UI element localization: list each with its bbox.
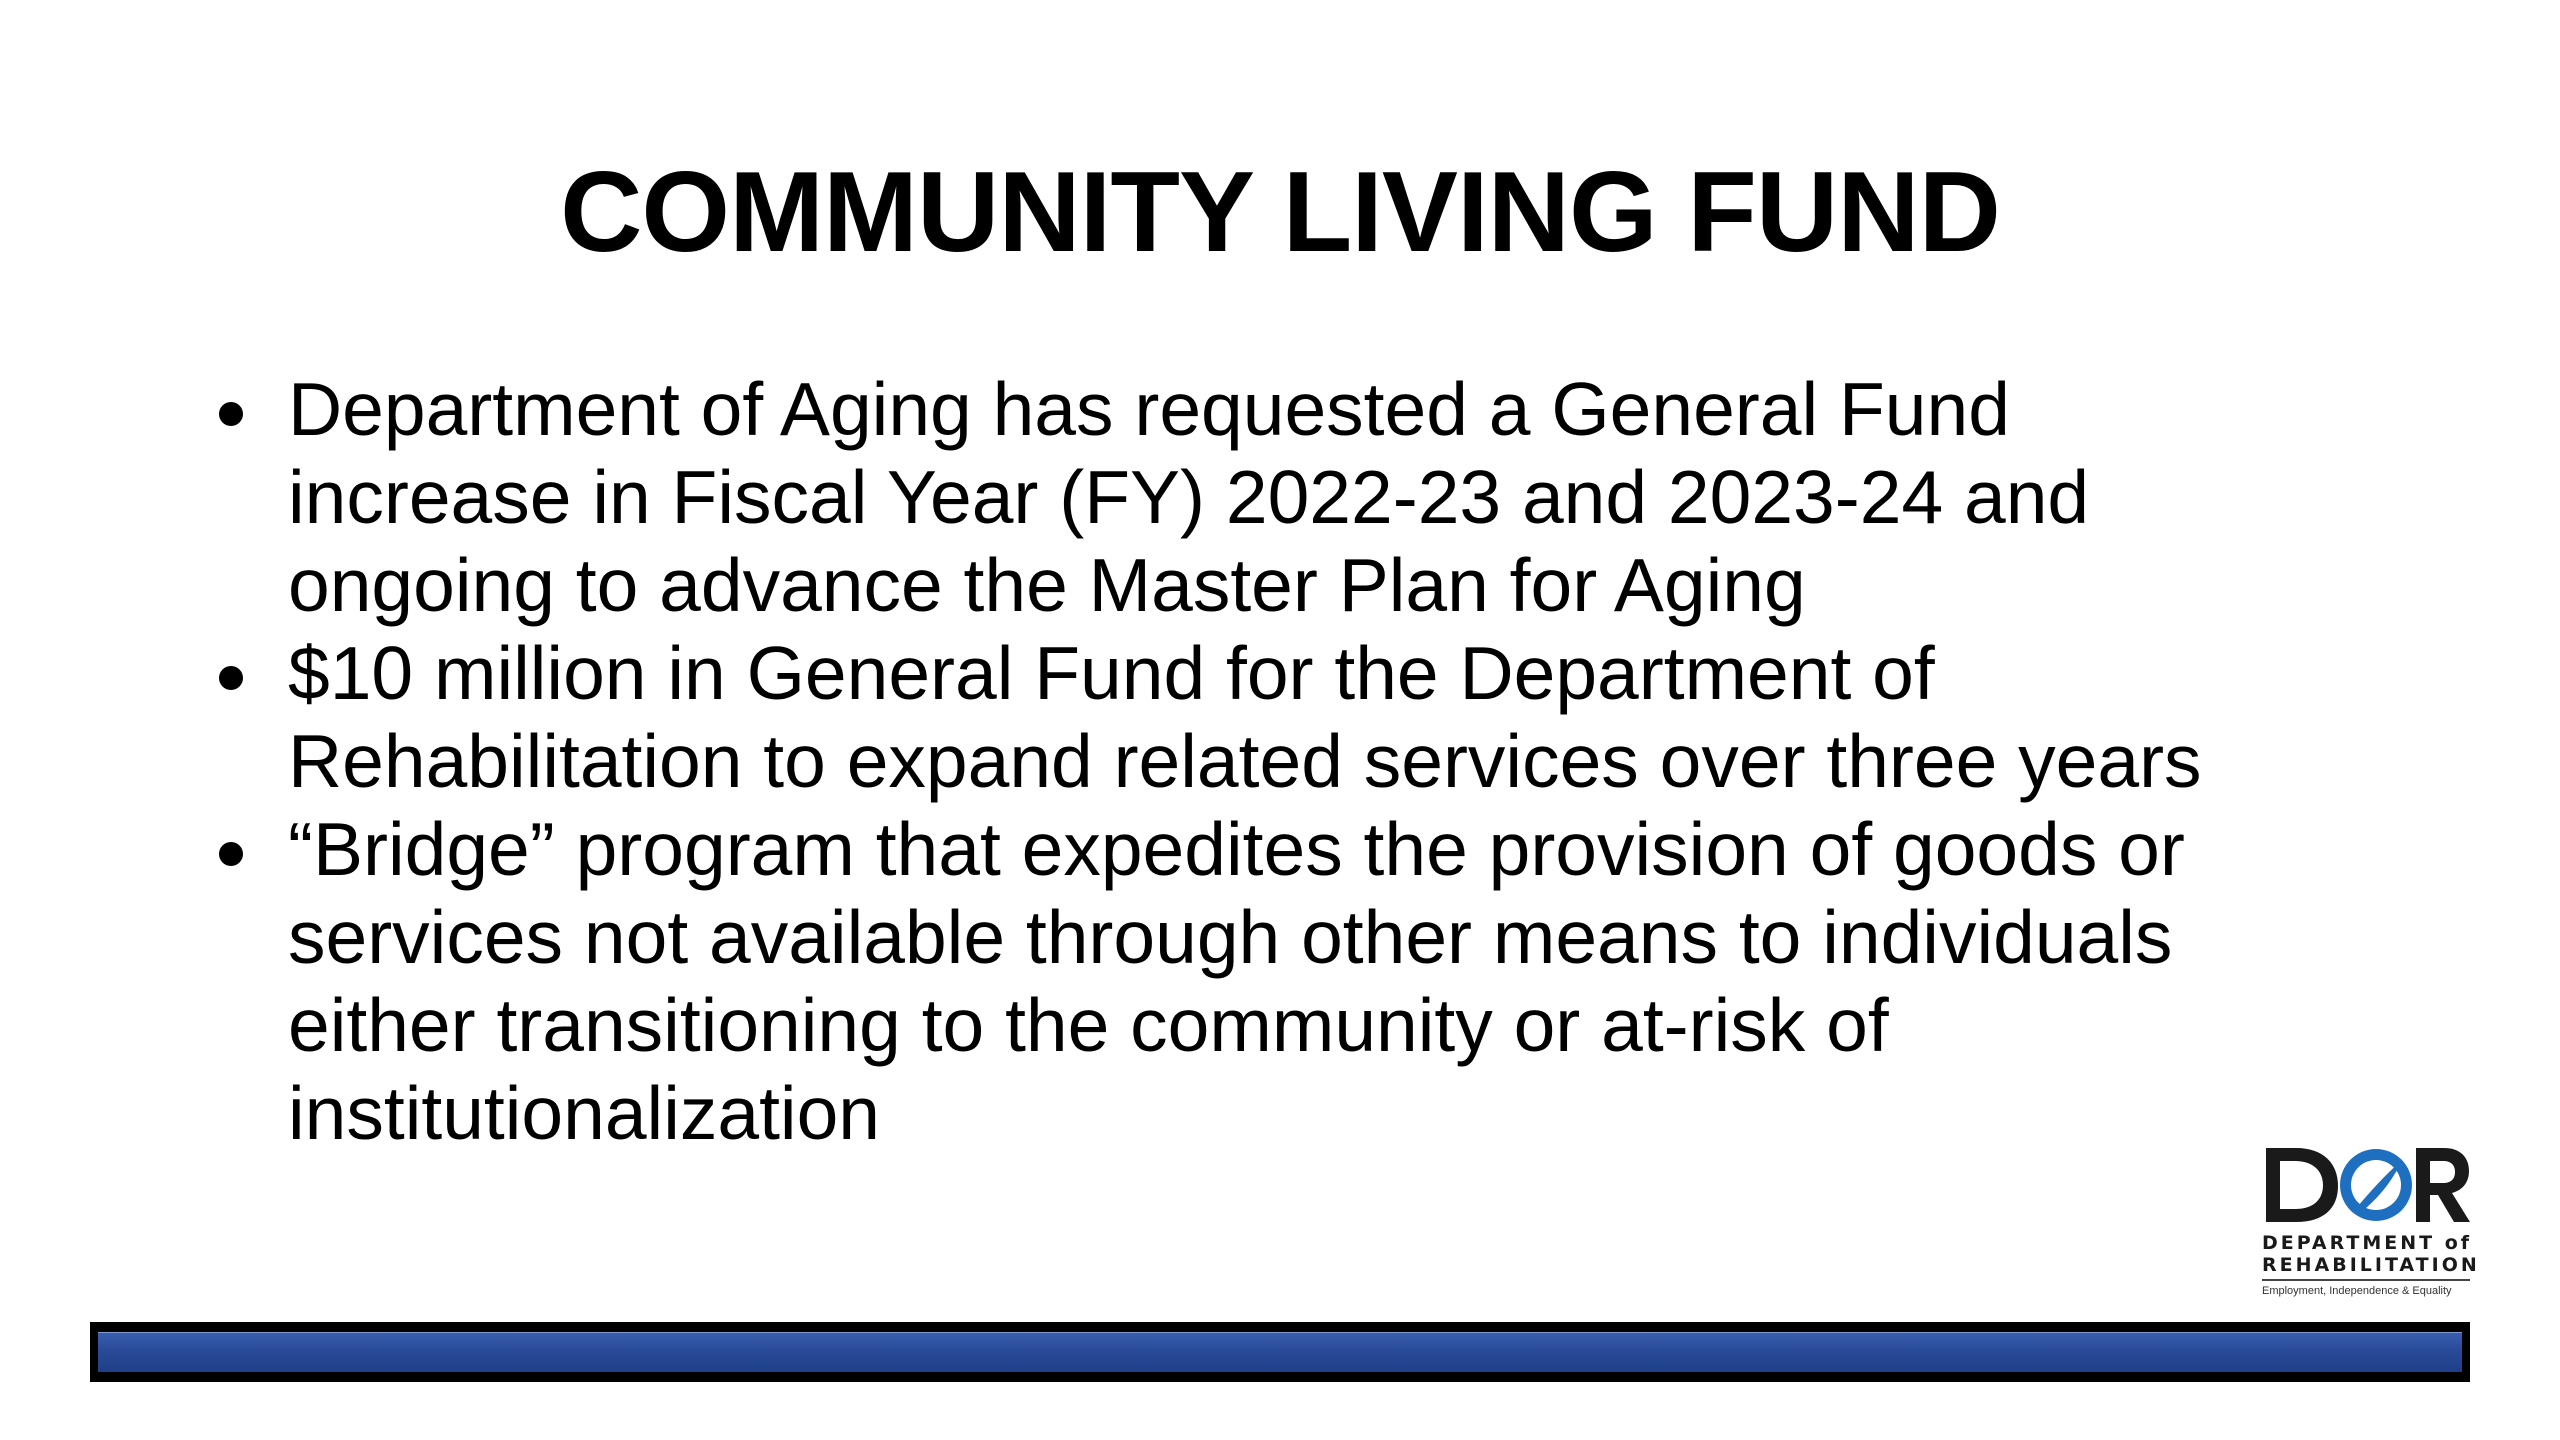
bullet-list: [215, 365, 2445, 1157]
bullet-item: [215, 805, 2445, 1157]
footer-bar: [90, 1322, 2470, 1382]
logo-department-text: DEPARTMENT of: [2262, 1232, 2473, 1254]
logo-divider: [2262, 1279, 2470, 1281]
bullet-line: either transitioning to the community or at-risk of: [288, 983, 1889, 1067]
bullet-line: Department of Aging has requested a General Fund: [288, 367, 2010, 451]
bullet-dot-icon: [219, 402, 243, 426]
bullet-dot-icon: [219, 666, 243, 690]
logo-rehabilitation-text: REHABILITATION: [2262, 1254, 2480, 1276]
bullet-line: $10 million in General Fund for the Department of: [288, 631, 1935, 715]
dor-logo: [2262, 1140, 2480, 1315]
footer-bar-fill: [98, 1332, 2462, 1372]
bullet-dot-icon: [219, 842, 243, 866]
bullet-line: institutionalization: [288, 1071, 881, 1155]
bullet-line: ongoing to advance the Master Plan for Aging: [288, 543, 1806, 627]
bullet-item: [215, 365, 2445, 629]
bullet-line: increase in Fiscal Year (FY) 2022-23 and 2023-24 and: [288, 455, 2090, 539]
logo-tagline: Employment, Independence & Equality: [2262, 1285, 2452, 1297]
slide-title: COMMUNITY LIVING FUND: [560, 149, 2000, 276]
bullet-line: Rehabilitation to expand related services over three years: [288, 719, 2202, 803]
dor-logo-mark-icon: [2262, 1140, 2472, 1225]
bullet-line: services not available through other means to individuals: [288, 895, 2173, 979]
bullet-line: “Bridge” program that expedites the provision of goods or: [288, 807, 2185, 891]
bullet-item: [215, 629, 2445, 805]
